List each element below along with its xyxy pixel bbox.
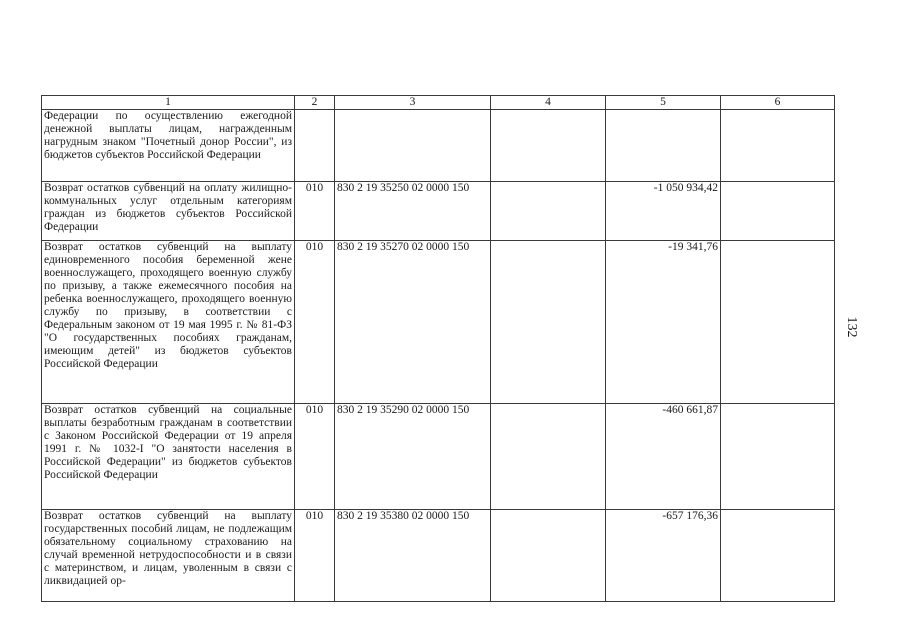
row-code: 010 (295, 182, 335, 241)
table-row (42, 404, 835, 510)
row-col6 (721, 110, 835, 182)
row-description: Возврат остатков субвенций на выплату единовременного пособия беременной жене военнослужащего, проходящего военную службу по призыву, а также ежемесячного пособия на ребенка военнослужащего, проходящего военную службу по призыву, в соответствии с Федеральным законом от 19 мая 1995 г. № 81-ФЗ "О государственных пособиях гражданам, имеющим детей" из бюджетов субъектов Российской Федерации (42, 241, 295, 404)
row-kbk: 830 2 19 35290 02 0000 150 (335, 404, 491, 510)
row-kbk: 830 2 19 35380 02 0000 150 (335, 510, 491, 602)
header-row (42, 96, 835, 110)
header-col-5: 5 (606, 96, 721, 110)
header-col-2: 2 (295, 96, 335, 110)
row-description: Возврат остатков субвенций на оплату жилищно-коммунальных услуг отдельным категориям граждан из бюджетов субъектов Российской Федерации (42, 182, 295, 241)
row-col4 (491, 241, 606, 404)
row-col4 (491, 510, 606, 602)
row-description: Федерации по осуществлению ежегодной денежной выплаты лицам, награжденным нагрудным знаком "Почетный донор России", из бюджетов субъектов Российской Федерации (42, 110, 295, 182)
table-row (42, 182, 835, 241)
row-col6 (721, 404, 835, 510)
row-col6 (721, 182, 835, 241)
row-amount (606, 110, 721, 182)
row-kbk (335, 110, 491, 182)
row-amount: -657 176,36 (606, 510, 721, 602)
row-code: 010 (295, 241, 335, 404)
budget-table (41, 95, 835, 602)
table-row (42, 110, 835, 182)
row-amount: -460 661,87 (606, 404, 721, 510)
row-description: Возврат остатков субвенций на выплату государственных пособий лицам, не подлежащим обязательному социальному страхованию на случай временной нетрудоспособности и в связи с материнством, и лицам, уволенным в связи с ликвидацией ор- (42, 510, 295, 602)
header-col-3: 3 (335, 96, 491, 110)
header-col-1: 1 (42, 96, 295, 110)
row-col4 (491, 110, 606, 182)
row-col6 (721, 241, 835, 404)
page-number: 132 (844, 316, 859, 338)
table-row (42, 241, 835, 404)
row-amount: -1 050 934,42 (606, 182, 721, 241)
row-kbk: 830 2 19 35270 02 0000 150 (335, 241, 491, 404)
row-col4 (491, 404, 606, 510)
row-code (295, 110, 335, 182)
table-row (42, 510, 835, 602)
row-code: 010 (295, 404, 335, 510)
row-code: 010 (295, 510, 335, 602)
row-description: Возврат остатков субвенций на социальные выплаты безработным гражданам в соответствии с Законом Российской Федерации от 19 апреля 1991 г. № 1032-I "О занятости населения в Российской Федерации" из бюджетов субъектов Российской Федерации (42, 404, 295, 510)
header-col-6: 6 (721, 96, 835, 110)
row-col6 (721, 510, 835, 602)
row-kbk: 830 2 19 35250 02 0000 150 (335, 182, 491, 241)
header-col-4: 4 (491, 96, 606, 110)
row-amount: -19 341,76 (606, 241, 721, 404)
row-col4 (491, 182, 606, 241)
